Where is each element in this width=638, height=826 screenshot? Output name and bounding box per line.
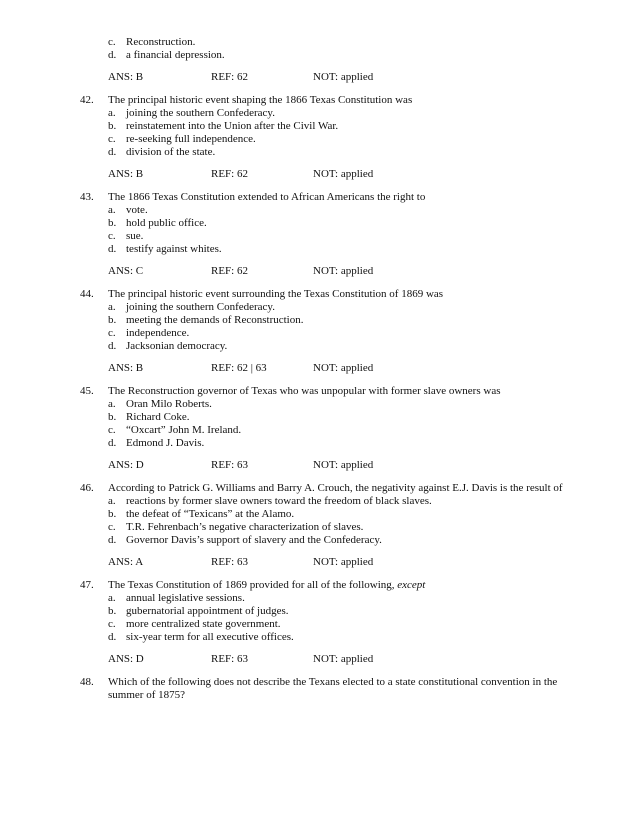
exam-page bbox=[0, 36, 638, 702]
choice-text: joining the southern Confederacy. bbox=[126, 301, 275, 313]
reference: REF: 62 bbox=[211, 71, 248, 83]
notation: NOT: applied bbox=[313, 556, 374, 568]
choice-letter: a. bbox=[108, 204, 116, 216]
choice-text: sue. bbox=[126, 230, 144, 242]
choice-letter: a. bbox=[108, 495, 116, 507]
choice-letter: a. bbox=[108, 107, 116, 119]
choice-letter: c. bbox=[108, 230, 116, 242]
reference: REF: 62 bbox=[211, 265, 248, 277]
question-text: The principal historic event shaping the 1866 Texas Constitution was bbox=[108, 94, 413, 106]
choice-text: testify against whites. bbox=[126, 243, 222, 255]
reference: REF: 62 bbox=[211, 168, 248, 180]
choice-letter: c. bbox=[108, 618, 116, 630]
question-43 bbox=[0, 191, 638, 278]
notation: NOT: applied bbox=[313, 459, 374, 471]
choice-letter: b. bbox=[108, 120, 117, 132]
notation: NOT: applied bbox=[313, 71, 374, 83]
question-42 bbox=[0, 94, 638, 181]
answer-line bbox=[0, 653, 638, 666]
choice-text: T.R. Fehrenbach’s negative characterization of slaves. bbox=[126, 521, 364, 533]
choice-letter: b. bbox=[108, 411, 117, 423]
question-emphasis: except bbox=[397, 579, 426, 591]
question-stem: The Texas Constitution of 1869 provided for all of the following, bbox=[108, 579, 398, 591]
reference: REF: 63 bbox=[211, 459, 248, 471]
choice-text: Richard Coke. bbox=[126, 411, 190, 423]
choice-letter: c. bbox=[108, 133, 116, 145]
question-text: Which of the following does not describe the Texans elected to a state constitutional convention in the summer of 1875? bbox=[108, 676, 558, 701]
choice-text: six-year term for all executive offices. bbox=[126, 631, 294, 643]
choice-letter: b. bbox=[108, 217, 117, 229]
choice-text: gubernatorial appointment of judges. bbox=[126, 605, 289, 617]
answer-key: ANS: B bbox=[108, 71, 144, 83]
reference: REF: 62 | 63 bbox=[211, 362, 267, 374]
reference: REF: 63 bbox=[211, 653, 248, 665]
question-text: The Reconstruction governor of Texas who was unpopular with former slave owners was bbox=[108, 385, 501, 397]
question-number: 47. bbox=[80, 579, 94, 591]
choice-letter: d. bbox=[108, 146, 117, 158]
choice-text: Oran Milo Roberts. bbox=[126, 398, 212, 410]
choice-text: vote. bbox=[126, 204, 148, 216]
choice-text: division of the state. bbox=[126, 146, 216, 158]
choice-text: re-seeking full independence. bbox=[126, 133, 256, 145]
choice-letter: c. bbox=[108, 36, 116, 48]
choice-letter: b. bbox=[108, 314, 117, 326]
question-45 bbox=[0, 385, 638, 472]
choice-letter: d. bbox=[108, 49, 117, 61]
choice-letter: a. bbox=[108, 398, 116, 410]
choice-text: “Oxcart” John M. Ireland. bbox=[126, 424, 242, 436]
choice-text: meeting the demands of Reconstruction. bbox=[126, 314, 304, 326]
choice-text: independence. bbox=[126, 327, 190, 339]
answer-key: ANS: B bbox=[108, 168, 144, 180]
answer-key: ANS: C bbox=[108, 265, 144, 277]
reference: REF: 63 bbox=[211, 556, 248, 568]
choice-letter: d. bbox=[108, 243, 117, 255]
answer-line bbox=[0, 556, 638, 569]
choice-text: Governor Davis’s support of slavery and the Confederacy. bbox=[126, 534, 382, 546]
choice-text: joining the southern Confederacy. bbox=[126, 107, 275, 119]
notation: NOT: applied bbox=[313, 265, 374, 277]
choice-text: annual legislative sessions. bbox=[126, 592, 245, 604]
choice-letter: d. bbox=[108, 631, 117, 643]
answer-line bbox=[0, 362, 638, 375]
choice-text: reinstatement into the Union after the Civil War. bbox=[126, 120, 339, 132]
answer-key: ANS: D bbox=[108, 653, 144, 665]
question-text bbox=[108, 579, 578, 592]
notation: NOT: applied bbox=[313, 362, 374, 374]
answer-key: ANS: B bbox=[108, 362, 144, 374]
choice-letter: c. bbox=[108, 424, 116, 436]
choice-text: hold public office. bbox=[126, 217, 207, 229]
question-number: 44. bbox=[80, 288, 94, 300]
choice-text: more centralized state government. bbox=[126, 618, 281, 630]
answer-line bbox=[0, 168, 638, 181]
question-44 bbox=[0, 288, 638, 375]
answer-line bbox=[0, 459, 638, 472]
choice-letter: d. bbox=[108, 340, 117, 352]
question-48 bbox=[0, 676, 638, 702]
notation: NOT: applied bbox=[313, 168, 374, 180]
choice-text: the defeat of “Texicans” at the Alamo. bbox=[126, 508, 295, 520]
answer-line bbox=[0, 265, 638, 278]
answer-line bbox=[0, 71, 638, 84]
choice-text: Jacksonian democracy. bbox=[126, 340, 228, 352]
choice-letter: c. bbox=[108, 521, 116, 533]
choice-letter: c. bbox=[108, 327, 116, 339]
question-number: 46. bbox=[80, 482, 94, 494]
question-46 bbox=[0, 482, 638, 569]
choice-text: a financial depression. bbox=[126, 49, 225, 61]
question-text: According to Patrick G. Williams and Barry A. Crouch, the negativity against E.J. Davis is the result of bbox=[108, 482, 563, 494]
question-47 bbox=[0, 579, 638, 666]
answer-key: ANS: A bbox=[108, 556, 144, 568]
choice-c bbox=[0, 36, 638, 49]
choice-text: reactions by former slave owners toward the freedom of black slaves. bbox=[126, 495, 432, 507]
choice-text: Reconstruction. bbox=[126, 36, 196, 48]
choice-text: Edmond J. Davis. bbox=[126, 437, 205, 449]
choice-letter: b. bbox=[108, 508, 117, 520]
notation: NOT: applied bbox=[313, 653, 374, 665]
question-number: 42. bbox=[80, 94, 94, 106]
question-number: 48. bbox=[80, 676, 94, 688]
choice-letter: b. bbox=[108, 605, 117, 617]
choice-letter: d. bbox=[108, 534, 117, 546]
question-text: The principal historic event surrounding the Texas Constitution of 1869 was bbox=[108, 288, 444, 300]
question-number: 45. bbox=[80, 385, 94, 397]
question-number: 43. bbox=[80, 191, 94, 203]
choice-letter: d. bbox=[108, 437, 117, 449]
choice-letter: a. bbox=[108, 301, 116, 313]
answer-key: ANS: D bbox=[108, 459, 144, 471]
question-41-continuation bbox=[0, 36, 638, 84]
question-text: The 1866 Texas Constitution extended to African Americans the right to bbox=[108, 191, 426, 203]
choice-letter: a. bbox=[108, 592, 116, 604]
choice-d bbox=[0, 49, 638, 62]
